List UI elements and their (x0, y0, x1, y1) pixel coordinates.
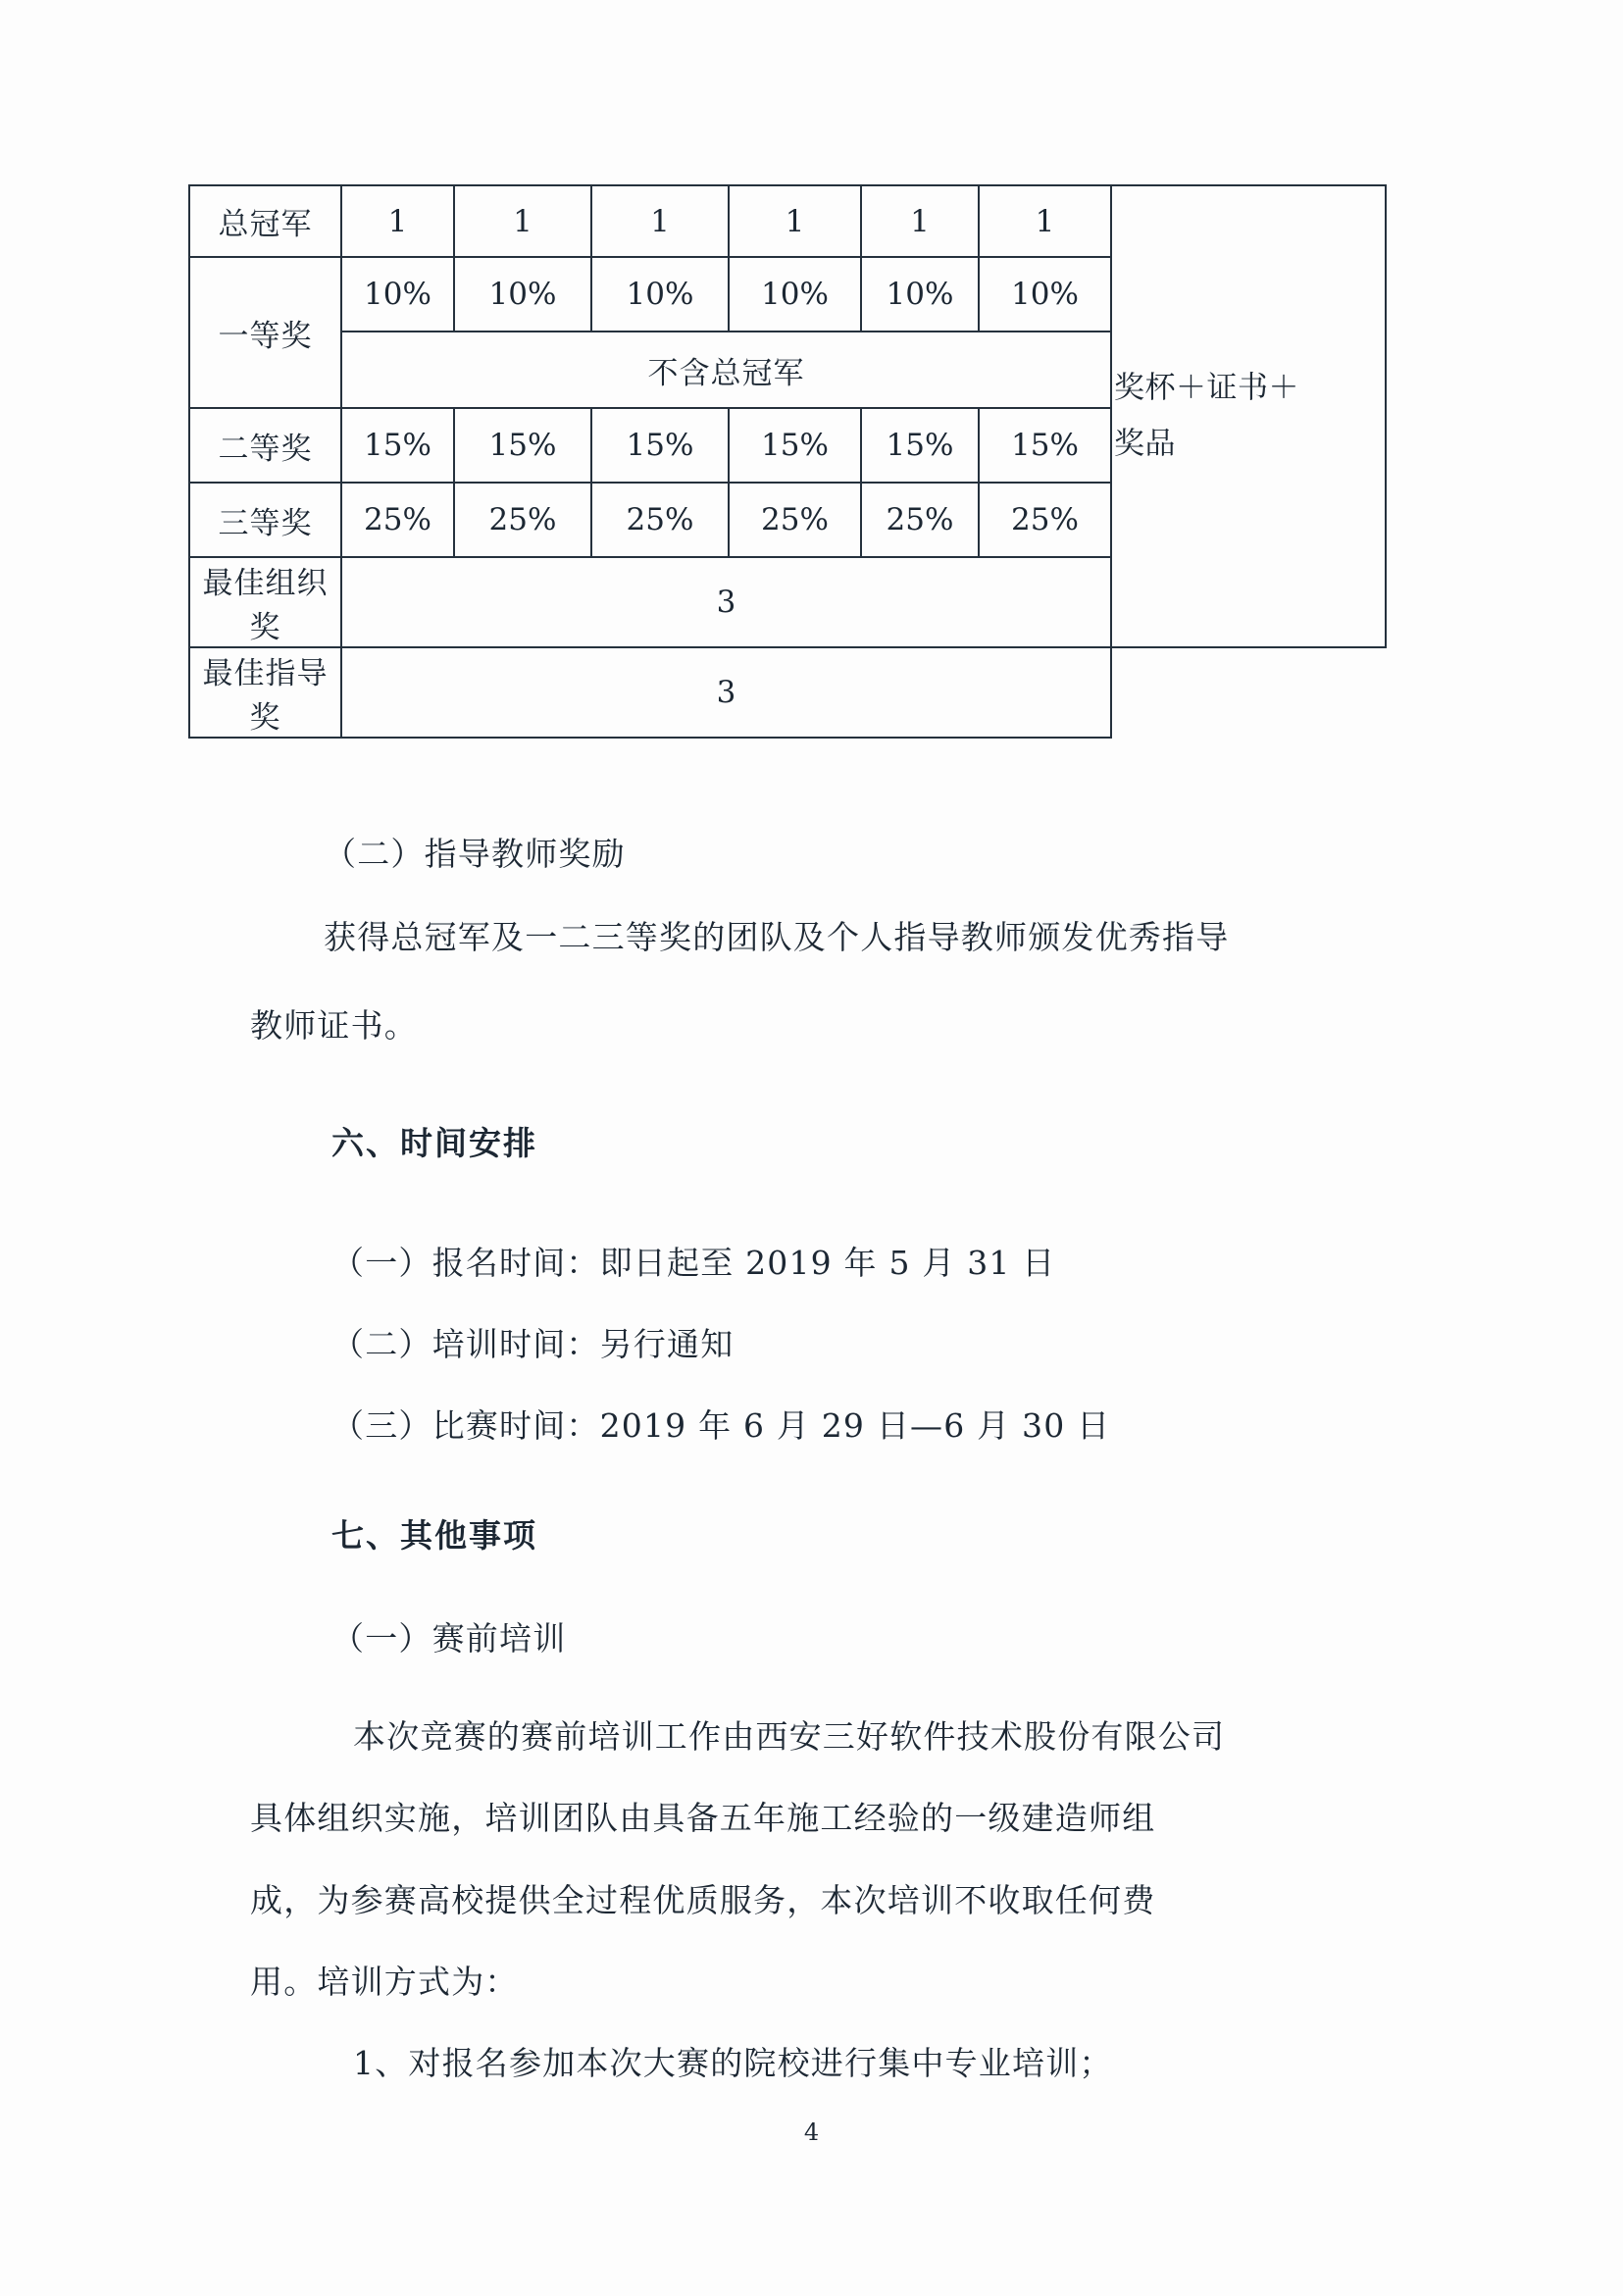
cell-second-5: 15% (861, 408, 979, 483)
row-label-champion: 总冠军 (189, 185, 341, 257)
cell-champion-1: 1 (341, 185, 454, 257)
cell-second-3: 15% (591, 408, 729, 483)
table-row (189, 185, 1386, 257)
section-7-paragraph-line4: 用。培训方式为： (250, 1963, 519, 2001)
cell-champion-6: 1 (979, 185, 1111, 257)
section-7-paragraph-line3: 成，为参赛高校提供全过程优质服务，本次培训不收取任何费 (250, 1881, 1156, 1919)
cell-champion-4: 1 (729, 185, 861, 257)
prize-text-line2: 奖品 (1114, 426, 1176, 462)
cell-first-4: 10% (729, 257, 861, 332)
prize-text-block (1114, 360, 1389, 473)
section-7-sub-1: （一）赛前培训 (331, 1619, 567, 1658)
cell-third-5: 25% (861, 483, 979, 557)
row-label-third-prize: 三等奖 (189, 483, 341, 557)
cell-third-4: 25% (729, 483, 861, 557)
cell-best-organization-value: 3 (341, 557, 1111, 647)
section-6-item-2: （二）培训时间：另行通知 (331, 1325, 735, 1363)
row-label-best-organization: 最佳组织奖 (189, 557, 341, 647)
cell-champion-3: 1 (591, 185, 729, 257)
cell-first-3: 10% (591, 257, 729, 332)
cell-third-2: 25% (454, 483, 591, 557)
cell-best-guidance-value: 3 (341, 647, 1111, 738)
page-number: 4 (803, 2118, 820, 2146)
cell-first-6: 10% (979, 257, 1111, 332)
section-5-2-line2: 教师证书。 (250, 1006, 418, 1045)
cell-third-6: 25% (979, 483, 1111, 557)
section-5-2-heading: （二）指导教师奖励 (324, 835, 626, 873)
prize-text-line1: 奖杯＋证书＋ (1114, 370, 1299, 406)
cell-third-3: 25% (591, 483, 729, 557)
section-6-item-3: （三）比赛时间：2019 年 6 月 29 日—6 月 30 日 (331, 1406, 1111, 1445)
section-7-paragraph-line2: 具体组织实施，培训团队由具备五年施工经验的一级建造师组 (250, 1799, 1156, 1837)
section-7-list-item-1: 1、对报名参加本次大赛的院校进行集中专业培训； (353, 2044, 1113, 2082)
section-6-heading: 六、时间安排 (331, 1124, 537, 1162)
row-label-first-prize: 一等奖 (189, 257, 341, 408)
section-7-heading: 七、其他事项 (331, 1516, 537, 1555)
cell-first-2: 10% (454, 257, 591, 332)
section-6-item-1: （一）报名时间：即日起至 2019 年 5 月 31 日 (331, 1244, 1056, 1282)
cell-first-note: 不含总冠军 (341, 332, 1111, 408)
cell-third-1: 25% (341, 483, 454, 557)
cell-champion-5: 1 (861, 185, 979, 257)
cell-second-4: 15% (729, 408, 861, 483)
row-label-second-prize: 二等奖 (189, 408, 341, 483)
cell-prize-description (1111, 185, 1386, 647)
section-7-paragraph-line1: 本次竞赛的赛前培训工作由西安三好软件技术股份有限公司 (353, 1717, 1226, 1756)
table-row (189, 647, 1386, 738)
cell-second-1: 15% (341, 408, 454, 483)
row-label-best-guidance: 最佳指导奖 (189, 647, 341, 738)
cell-second-2: 15% (454, 408, 591, 483)
section-5-2-line1: 获得总冠军及一二三等奖的团队及个人指导教师颁发优秀指导 (324, 918, 1230, 956)
cell-second-6: 15% (979, 408, 1111, 483)
award-table-container (188, 184, 1385, 739)
cell-champion-2: 1 (454, 185, 591, 257)
cell-first-1: 10% (341, 257, 454, 332)
cell-first-5: 10% (861, 257, 979, 332)
award-table (188, 184, 1387, 739)
